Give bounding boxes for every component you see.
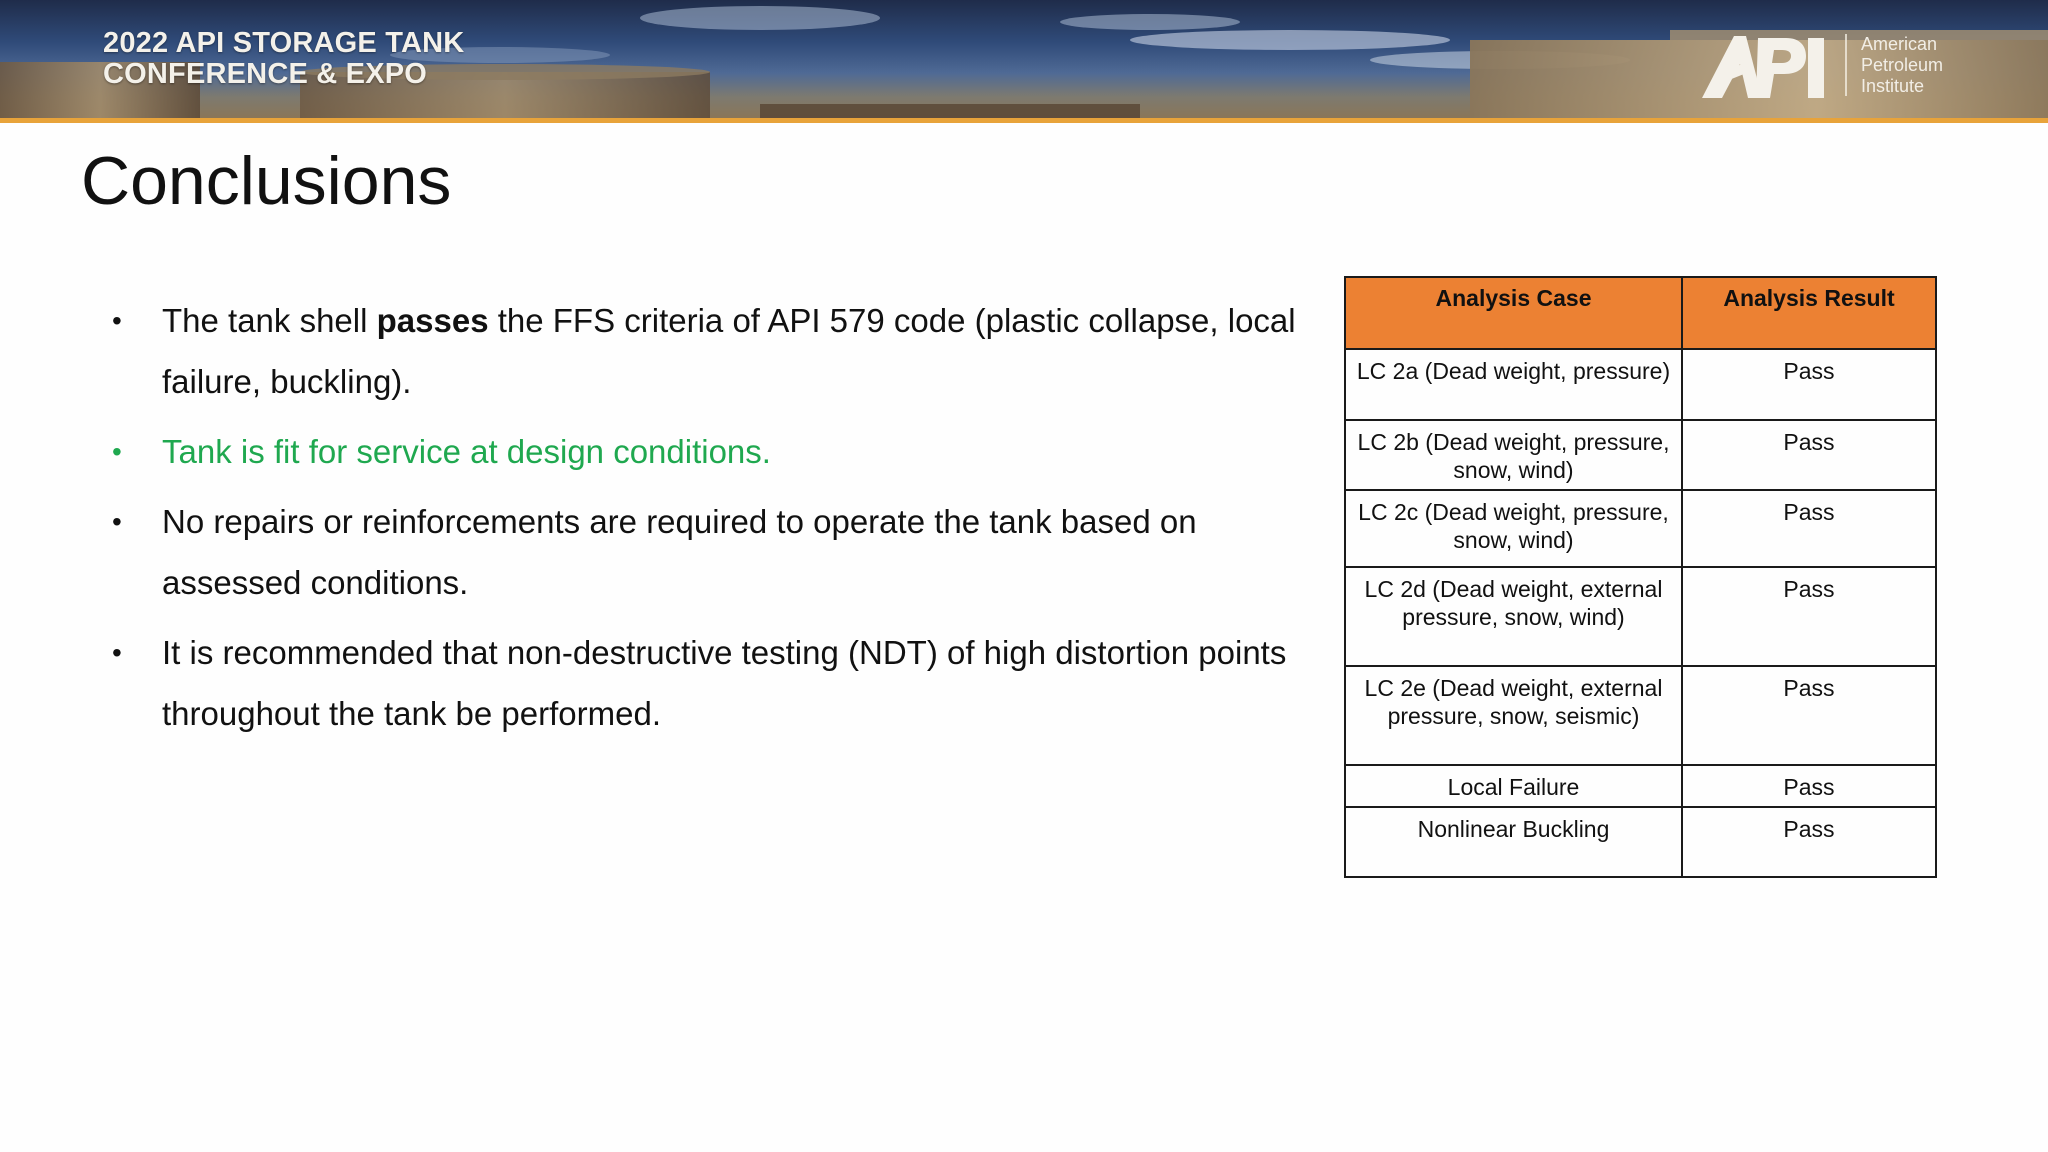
bullet-text: It is recommended that non-destructive testing (NDT) of high distortion points throughout the tank be performed. bbox=[162, 634, 1287, 732]
cell-analysis-case: LC 2e (Dead weight, external pressure, snow, seismic) bbox=[1345, 666, 1682, 765]
conference-title bbox=[103, 28, 464, 90]
banner-accent-stripe bbox=[0, 118, 2048, 123]
logo-divider bbox=[1845, 34, 1847, 96]
bullet-marker: • bbox=[112, 436, 122, 467]
cell-analysis-result: Pass bbox=[1682, 349, 1936, 420]
api-logo-icon bbox=[1700, 30, 1830, 100]
header-analysis-case: Analysis Case bbox=[1345, 277, 1682, 349]
bullet-ndt-recommendation bbox=[112, 622, 1342, 744]
table-row bbox=[1345, 349, 1936, 420]
table-row bbox=[1345, 490, 1936, 567]
cell-analysis-result: Pass bbox=[1682, 666, 1936, 765]
header-banner bbox=[0, 0, 2048, 118]
cell-analysis-result: Pass bbox=[1682, 567, 1936, 666]
bullet-fit-for-service bbox=[112, 421, 1342, 482]
bullet-text: Tank is fit for service at design conditions. bbox=[162, 433, 771, 470]
bullet-text-post: the FFS criteria of API 579 code (plastic collapse, local failure, buckling). bbox=[162, 302, 1296, 400]
table-header-row bbox=[1345, 277, 1936, 349]
cell-analysis-result: Pass bbox=[1682, 490, 1936, 567]
org-name-line3: Institute bbox=[1861, 76, 1925, 96]
conference-title-line2: CONFERENCE & EXPO bbox=[103, 58, 428, 90]
cell-analysis-case: LC 2b (Dead weight, pressure, snow, wind) bbox=[1345, 420, 1682, 490]
org-name-line1: American bbox=[1861, 34, 1938, 54]
table-row bbox=[1345, 807, 1936, 877]
table-row bbox=[1345, 666, 1936, 765]
bullet-text: No repairs or reinforcements are required to operate the tank based on assessed conditions. bbox=[162, 503, 1197, 601]
bullet-marker: • bbox=[112, 305, 122, 336]
bullet-no-repairs bbox=[112, 491, 1342, 613]
cell-analysis-case: LC 2d (Dead weight, external pressure, snow, wind) bbox=[1345, 567, 1682, 666]
cell-analysis-result: Pass bbox=[1682, 765, 1936, 807]
table-row bbox=[1345, 567, 1936, 666]
api-organization-name bbox=[1861, 34, 1943, 97]
slide-title: Conclusions bbox=[81, 143, 452, 219]
cell-analysis-case: Nonlinear Buckling bbox=[1345, 807, 1682, 877]
conference-title-line1: 2022 API STORAGE TANK bbox=[103, 27, 465, 59]
cell-analysis-case: LC 2a (Dead weight, pressure) bbox=[1345, 349, 1682, 420]
bullet-text-pre: The tank shell bbox=[162, 302, 377, 339]
bullet-text-bold: passes bbox=[376, 302, 489, 339]
conclusion-bullets bbox=[112, 290, 1342, 753]
bullet-shell-passes bbox=[112, 290, 1342, 412]
bullet-marker: • bbox=[112, 637, 122, 668]
cell-analysis-case: Local Failure bbox=[1345, 765, 1682, 807]
table-row bbox=[1345, 420, 1936, 490]
cell-analysis-result: Pass bbox=[1682, 420, 1936, 490]
table-row bbox=[1345, 765, 1936, 807]
cell-analysis-case: LC 2c (Dead weight, pressure, snow, wind) bbox=[1345, 490, 1682, 567]
bullet-marker: • bbox=[112, 506, 122, 537]
org-name-line2: Petroleum bbox=[1861, 55, 1944, 75]
analysis-results-table bbox=[1344, 276, 1937, 878]
header-analysis-result: Analysis Result bbox=[1682, 277, 1936, 349]
cell-analysis-result: Pass bbox=[1682, 807, 1936, 877]
